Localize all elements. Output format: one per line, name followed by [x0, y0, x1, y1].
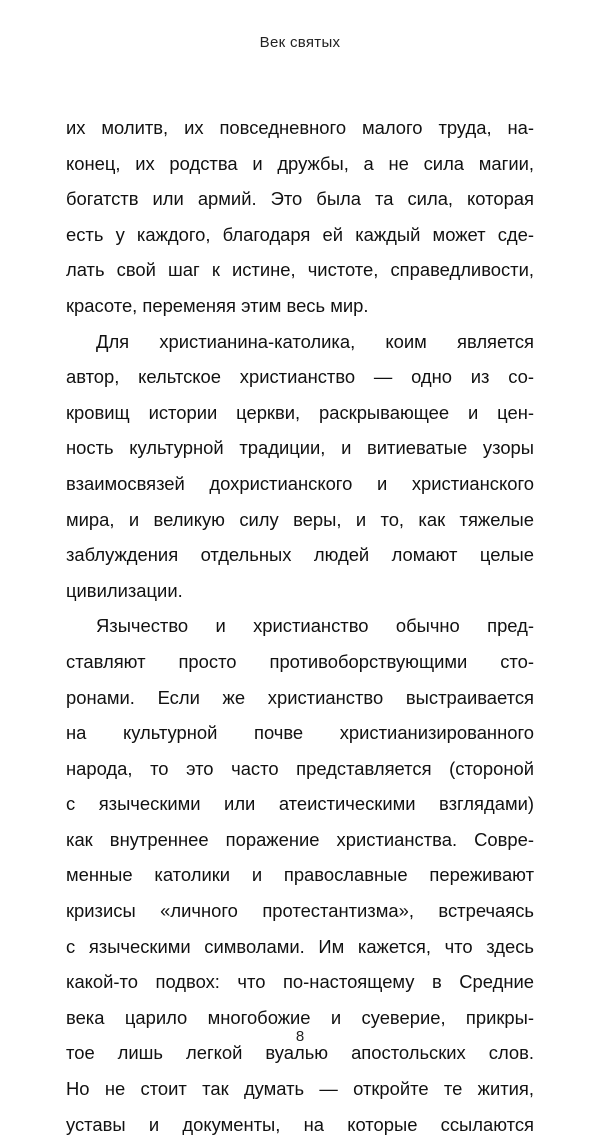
- text-line: кровищ истории церкви, раскрывающее и цен-: [66, 401, 534, 423]
- text-line: кризисы «личного протестантизма», встречаясь: [66, 900, 534, 922]
- text-line: Язычество и христианство обычно пред-: [96, 615, 534, 637]
- text-line: богатств или армий. Это была та сила, которая: [66, 188, 534, 210]
- text-line: конец, их родства и дружбы, а не сила магии,: [66, 152, 534, 174]
- text-line: цивилизации.: [66, 579, 183, 601]
- page-number: 8: [295, 1028, 305, 1045]
- text-line: с языческими символами. Им кажется, что здесь: [66, 935, 534, 957]
- text-line: века царило многобожие и суеверие, прикры-: [66, 1006, 534, 1028]
- text-line: уставы и документы, на которые ссылаются: [66, 1113, 534, 1135]
- text-line: народа, то это часто представляется (стороной: [66, 757, 534, 779]
- text-line: как внутреннее поражение христианства. Совре-: [66, 828, 534, 850]
- text-line: красоте, переменяя этим весь мир.: [66, 294, 369, 316]
- text-line: какой-то подвох: что по-настоящему в Средние: [66, 971, 534, 993]
- text-line: взаимосвязей дохристианского и христианского: [66, 472, 534, 494]
- text-line: Для христианина-католика, коим является: [96, 330, 534, 352]
- text-line: на культурной почве христианизированного: [66, 722, 534, 744]
- text-line: ставляют просто противоборствующими сто-: [66, 650, 534, 672]
- text-line: ность культурной традиции, и витиеватые узоры: [66, 437, 534, 459]
- text-line: их молитв, их повседневного малого труда, на-: [66, 117, 534, 138]
- text-line: с языческими или атеистическими взглядами): [66, 793, 534, 815]
- text-line: заблуждения отдельных людей ломают целые: [66, 544, 534, 566]
- text-line: менные католики и православные переживают: [66, 864, 534, 886]
- text-line: Но не стоит так думать — откройте те жития,: [66, 1078, 534, 1100]
- text-line: мира, и великую силу веры, и то, как тяжелые: [66, 508, 534, 530]
- body-text: [66, 110, 534, 1142]
- text-line: есть у каждого, благодаря ей каждый может сде-: [66, 223, 534, 245]
- running-head-title: Век святых: [259, 34, 341, 51]
- text-line: автор, кельтское христианство — одно из со-: [66, 366, 534, 388]
- text-line: лать свой шаг к истине, чистоте, справедливости,: [66, 259, 534, 281]
- text-line: ронами. Если же христианство выстраивается: [66, 686, 534, 708]
- text-line: тое лишь легкой вуалью апостольских слов.: [66, 1042, 534, 1064]
